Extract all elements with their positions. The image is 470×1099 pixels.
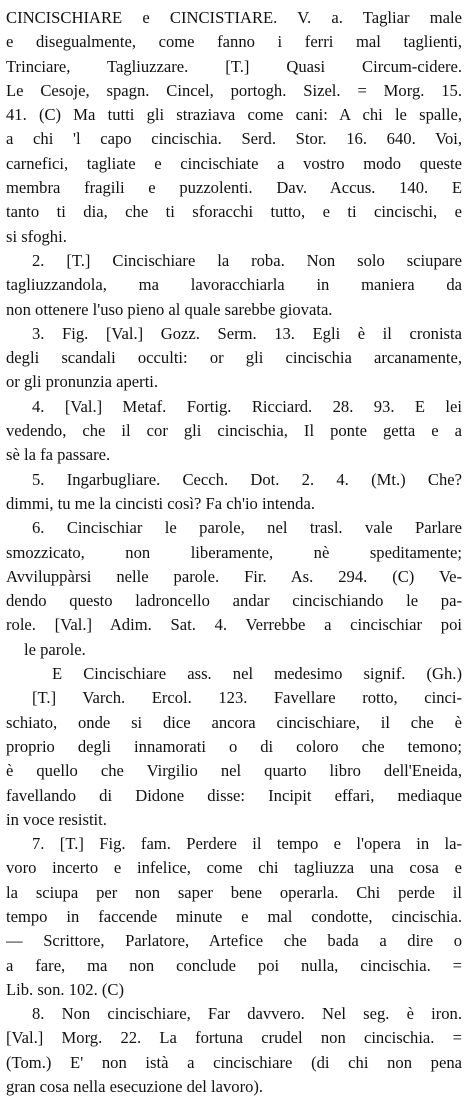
text-line: proprio degli innamorati o di coloro che temono; [6, 736, 462, 756]
text-line: Lib. son. 102. (C) [6, 979, 124, 999]
text-line: [Val.] Morg. 22. La fortuna crudel non cincischia. = [6, 1028, 462, 1048]
text-line: 8. Non cincischiare, Far davvero. Nel seg. è iron. [32, 1004, 462, 1024]
text-line: — Scrittore, Parlatore, Artefice che bada a dire o [6, 931, 462, 951]
text-line: 4. [Val.] Metaf. Fortig. Ricciard. 28. 93. E lei [32, 396, 462, 416]
text-line: è quello che Virgilio nel quarto libro dell'Eneida, [6, 761, 462, 781]
text-line: 2. [T.] Cincischiare la roba. Non solo sciupare [32, 250, 462, 270]
text-line: 41. (C) Ma tutti gli straziava come cani: A chi le spalle, [6, 105, 462, 125]
text-line: E Cincischiare ass. nel medesimo signif. (Gh.) [52, 664, 462, 684]
text-line: non ottenere l'uso pieno al quale sarebbe giovata. [6, 299, 333, 319]
text-line: degli scandali occulti: or gli cincischia arcanamente, [6, 348, 462, 368]
text-line: or gli pronunzia aperti. [6, 372, 159, 392]
text-line: carnefici, tagliate e cincischiate a vostro modo queste [6, 153, 462, 173]
text-line: dimmi, tu me la cincisti così? Fa ch'io intenda. [6, 493, 315, 513]
text-line: 7. [T.] Fig. fam. Perdere il tempo e l'opera in la- [32, 834, 462, 854]
text-line: voro incerto e infelice, come chi tagliuzza una cosa e [6, 858, 462, 878]
text-line: 6. Cincischiar le parole, nel trasl. vale Parlare [32, 518, 462, 538]
text-line: dendo questo ladroncello andar cincischiando le pa- [6, 591, 462, 611]
text-line: tagliuzzandola, ma lavoracchiarla in maniera da [6, 275, 462, 295]
text-line: a chi 'l capo cincischia. Serd. Stor. 16. 640. Voi, [6, 129, 462, 149]
text-line: 3. Fig. [Val.] Gozz. Serm. 13. Egli è il cronista [32, 323, 462, 343]
text-line: membra fragili e puzzolenti. Dav. Accus. 140. E [6, 178, 462, 198]
text-line: schiato, onde si dice ancora cincischiare, il che è [6, 712, 462, 732]
text-line: e disegualmente, come fanno i ferri mal taglienti, [6, 32, 462, 52]
text-line: si sfoghi. [6, 226, 67, 246]
text-line: smozzicato, non liberamente, nè speditamente; [6, 542, 462, 562]
text-line: gran cosa nella esecuzione del lavoro). [6, 1077, 264, 1097]
text-line: tanto ti dia, che ti sforacchi tutto, e ti cincischi, e [6, 202, 462, 222]
text-line: vedendo, che il cor gli cincischia, Il ponte getta e a [6, 421, 462, 441]
text-line: in voce resistit. [6, 809, 107, 829]
text-line: 5. Ingarbugliare. Cecch. Dot. 2. 4. (Mt.) Che? [32, 469, 462, 489]
text-line: a fare, ma non conclude poi nulla, cincischia. = [6, 955, 462, 975]
text-line: favellando di Didone disse: Incipit effari, mediaque [6, 785, 462, 805]
text-line: la sciupa per non saper bene operarla. Chi perde il [6, 882, 462, 902]
text-line: [T.] Varch. Ercol. 123. Favellare rotto, cinci- [32, 688, 462, 708]
text-line: Trinciare, Tagliuzzare. [T.] Quasi Circum-cidere. [6, 56, 462, 76]
text-line: Avviluppàrsi nelle parole. Fir. As. 294. (C) Ve- [6, 566, 462, 586]
text-line: sè la fa passare. [6, 445, 111, 465]
text-line: Le Cesoje, spagn. Cincel, portogh. Sizel. = Morg. 15. [6, 80, 462, 100]
text-line: le parole. [24, 639, 86, 659]
text-line: CINCISCHIARE e CINCISTIARE. V. a. Tagliar male [6, 8, 462, 27]
text-line: role. [Val.] Adim. Sat. 4. Verrebbe a cincischiar poi [6, 615, 462, 635]
text-line: (Tom.) E' non istà a cincischiare (di chi non pena [6, 1052, 462, 1072]
text-line: tempo in faccende minute e mal condotte, cincischia. [6, 906, 462, 926]
